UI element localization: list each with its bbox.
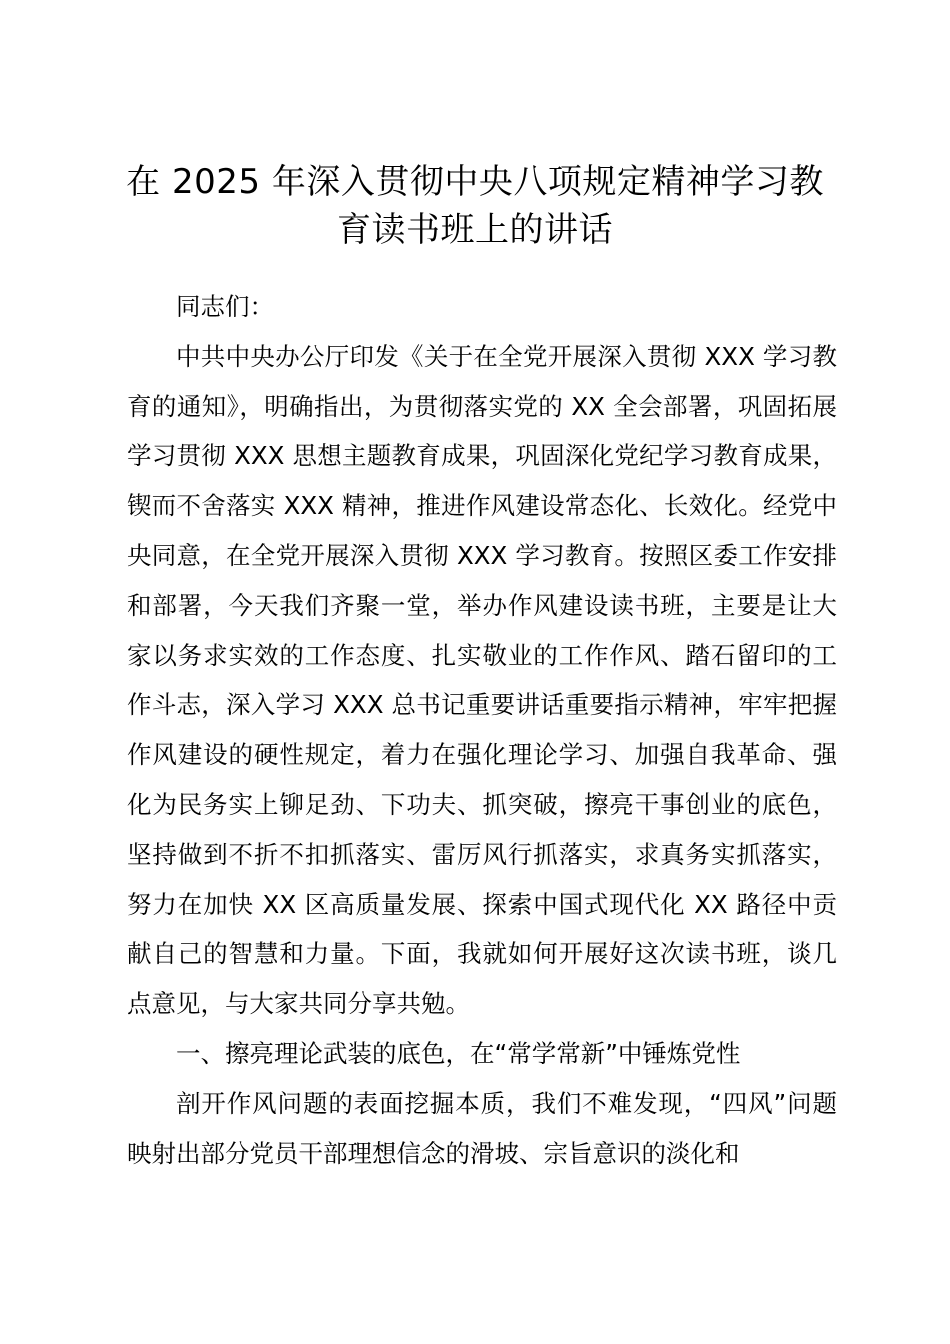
section-heading-1: 一、擦亮理论武装的底色，在“常学常新”中锤炼党性 bbox=[176, 1038, 741, 1068]
salutation: 同志们： bbox=[176, 292, 274, 321]
document-body bbox=[127, 282, 837, 1178]
paragraph-intro: 中共中央办公厅印发《关于在全党开展深入贯彻 XXX 学习教育的通知》，明确指出，为贯彻落实党的 XX 全会部署，巩固拓展学习贯彻 XXX 思想主题教育成果，巩固深化党纪学习教育成果，锲而不舍落实 XXX 精神，推进作风建设常态化、长效化。经党中央同意，在全党开展深入贯彻 XXX 学习教育。按照区委工作安排和部署，今天我们齐聚一堂，举办作风建设读书班，主要是让大家以务求实效的工作态度、扎实敬业的工作作风、踏石留印的工作斗志，深入学习 XXX 总书记重要讲话重要指示精神，牢牢把握作风建设的硬性规定，着力在强化理论学习、加强自我革命、强化为民务实上铆足劲、下功夫、抓突破，擦亮干事创业的底色，坚持做到不折不扣抓落实、雷厉风行抓落实，求真务实抓落实，努力在加快 XX 区高质量发展、探索中国式现代化 XX 路径中贡献自己的智慧和力量。下面，我就如何开展好这次读书班，谈几点意见，与大家共同分享共勉。 bbox=[127, 341, 837, 1019]
paragraph-section-1: 剖开作风问题的表面挖掘本质，我们不难发现，“四风”问题映射出部分党员干部理想信念的滑坡、宗旨意识的淡化和 bbox=[127, 1088, 837, 1168]
document-title bbox=[110, 158, 840, 254]
title-line-2: 育读书班上的讲话 bbox=[337, 210, 613, 250]
title-line-1: 在 2025 年深入贯彻中央八项规定精神学习教 bbox=[126, 162, 824, 202]
